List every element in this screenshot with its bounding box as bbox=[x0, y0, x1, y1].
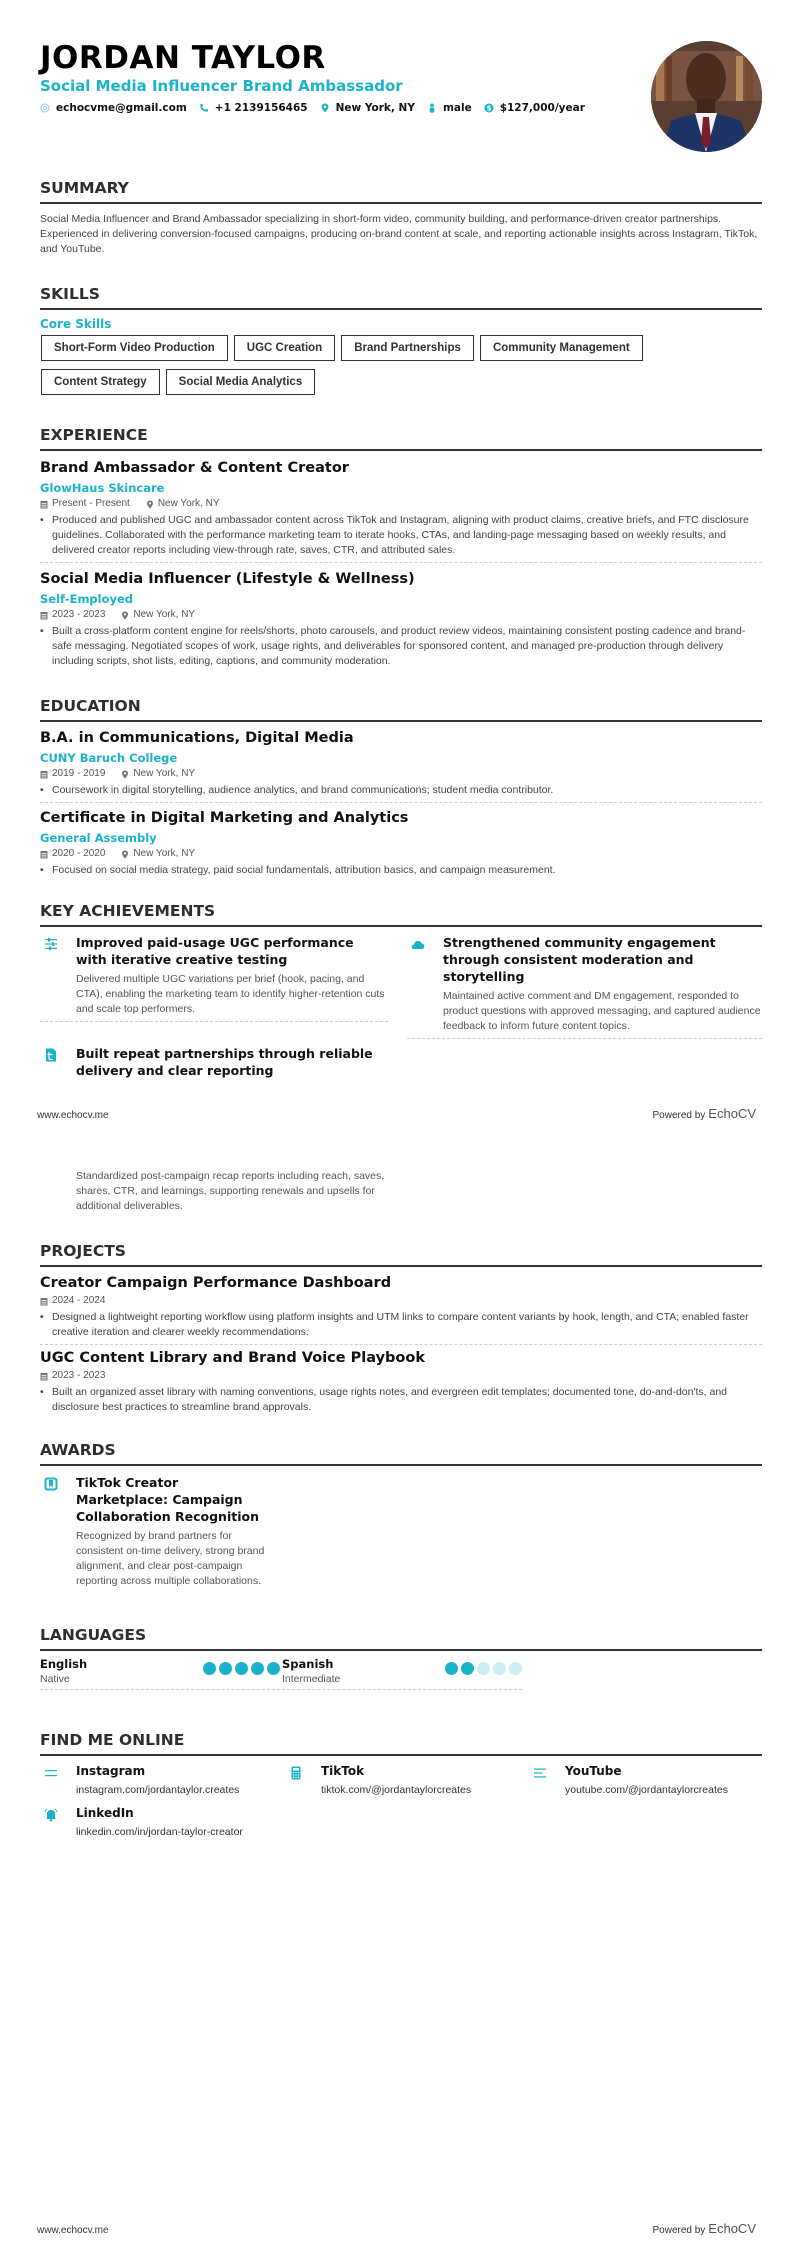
online-profile-tiktok[interactable] bbox=[285, 1763, 525, 1797]
achievement-title: Strengthened community engagement through consistent moderation and storytelling bbox=[443, 935, 716, 984]
company-name: Self-Employed bbox=[40, 592, 134, 606]
bullet-marker: • bbox=[40, 1311, 44, 1323]
entry-dates: 2024 - 2024 bbox=[52, 1295, 106, 1306]
location-pin-icon bbox=[121, 611, 129, 620]
achievement-title: Built repeat partnerships through reliable delivery and clear reporting bbox=[76, 1046, 373, 1078]
calendar-icon bbox=[40, 770, 48, 779]
project-name: UGC Content Library and Brand Voice Playbook bbox=[40, 1350, 425, 1366]
brand-name[interactable]: EchoCV bbox=[708, 2221, 756, 2236]
contact-salary bbox=[484, 102, 585, 114]
rating-dot-empty bbox=[509, 1662, 522, 1675]
footer-powered-by bbox=[652, 1106, 756, 1121]
online-profile-linkedin[interactable] bbox=[40, 1805, 280, 1839]
powered-by-label: Powered by bbox=[652, 2225, 706, 2236]
person-icon bbox=[427, 103, 437, 113]
skills-subtitle: Core Skills bbox=[40, 317, 112, 331]
entry-bullet: Built a cross-platform content engine for reels/shorts, photo carousels, and product review videos, maintaining consistent posting cadence and brand-safe messaging. Negotiated scopes of work, usage rights, and deliverables for sponsored content, and managed pre-production through delivery including scripts, shot lists, editing, captions, and community moderation. bbox=[52, 625, 746, 667]
award-desc: Recognized by brand partners for consistent on-time delivery, strong brand alignment, and clear post-campaign reporting across multiple collaborations. bbox=[76, 1530, 265, 1587]
contact-email-text: echocvme@gmail.com bbox=[56, 102, 187, 114]
achievement-title: Improved paid-usage UGC performance with iterative creative testing bbox=[76, 935, 354, 967]
contact-row bbox=[40, 100, 585, 116]
bell-icon bbox=[44, 1808, 58, 1822]
bookmark-icon bbox=[44, 1477, 58, 1491]
entry-meta bbox=[40, 847, 762, 861]
job-title: Social Media Influencer (Lifestyle & Wellness) bbox=[40, 571, 415, 587]
entry-dates: Present - Present bbox=[52, 498, 130, 509]
calendar-icon bbox=[40, 1372, 48, 1381]
online-url[interactable]: linkedin.com/in/jordan-taylor-creator bbox=[76, 1826, 243, 1838]
calculator-icon bbox=[289, 1766, 303, 1780]
rating-dot-filled bbox=[235, 1662, 248, 1675]
online-name: TikTok bbox=[321, 1764, 365, 1778]
cloud-icon bbox=[411, 937, 425, 951]
section-title-skills: SKILLS bbox=[40, 284, 762, 310]
rating-dot-filled bbox=[461, 1662, 474, 1675]
skill-chip: Brand Partnerships bbox=[341, 335, 474, 361]
entry-dates: 2023 - 2023 bbox=[52, 1370, 106, 1381]
entry-dates: 2023 - 2023 bbox=[52, 609, 106, 620]
profile-photo-illustration bbox=[651, 41, 762, 152]
degree-title: Certificate in Digital Marketing and Analytics bbox=[40, 810, 409, 826]
entry-bullet: Coursework in digital storytelling, audience analytics, and brand communications; student media contributor. bbox=[52, 784, 554, 796]
menu-lines-icon bbox=[44, 1766, 58, 1780]
skill-chip: Social Media Analytics bbox=[166, 369, 316, 395]
achievement-item bbox=[407, 934, 762, 1039]
calendar-icon bbox=[40, 611, 48, 620]
contact-gender-text: male bbox=[442, 102, 472, 114]
contact-salary-text: $127,000/year bbox=[499, 102, 585, 114]
rating-dot-filled bbox=[251, 1662, 264, 1675]
location-pin-icon bbox=[121, 850, 129, 859]
experience-entry bbox=[40, 569, 762, 669]
skill-chip: UGC Creation bbox=[234, 335, 335, 361]
online-url[interactable]: instagram.com/jordantaylor.creates bbox=[76, 1784, 240, 1796]
online-url[interactable]: youtube.com/@jordantaylorcreates bbox=[565, 1784, 728, 1796]
entry-meta bbox=[40, 1294, 762, 1308]
award-item bbox=[40, 1474, 270, 1589]
achievement-desc: Maintained active comment and DM engagement, responded to product questions with approved messaging, and captured audience feedback to inform future content topics. bbox=[443, 990, 761, 1032]
entry-dates: 2020 - 2020 bbox=[52, 848, 106, 859]
section-title-experience: EXPERIENCE bbox=[40, 425, 762, 451]
contact-location-text: New York, NY bbox=[335, 102, 415, 114]
achievement-desc: Delivered multiple UGC variations per brief (hook, pacing, and CTA), enabling the marketing team to identify higher-retention cuts and scale top performers. bbox=[76, 973, 385, 1015]
rating-dot-empty bbox=[477, 1662, 490, 1675]
achievement-item-continued bbox=[40, 1169, 388, 1214]
section-title-achievements: KEY ACHIEVEMENTS bbox=[40, 901, 762, 927]
phone-icon bbox=[199, 103, 209, 113]
footer-site-link[interactable]: www.echocv.me bbox=[37, 2225, 109, 2236]
entry-bullet: Built an organized asset library with naming conventions, usage rights notes, and evergreen edit templates; documented tone, do-and-don'ts, and disclosure best practices to streamline brand approvals. bbox=[52, 1386, 727, 1413]
language-level: Native bbox=[40, 1673, 70, 1685]
rating-dot-filled bbox=[267, 1662, 280, 1675]
dollar-icon bbox=[484, 103, 494, 113]
experience-entry bbox=[40, 458, 762, 563]
school-name: CUNY Baruch College bbox=[40, 751, 178, 765]
section-title-online: FIND ME ONLINE bbox=[40, 1730, 762, 1756]
achievement-item bbox=[40, 934, 388, 1022]
language-name: English bbox=[40, 1657, 88, 1671]
project-entry bbox=[40, 1273, 762, 1345]
achievement-item bbox=[40, 1045, 388, 1079]
entry-meta bbox=[40, 1369, 762, 1383]
degree-title: B.A. in Communications, Digital Media bbox=[40, 730, 354, 746]
section-title-languages: LANGUAGES bbox=[40, 1625, 762, 1651]
rating-dot-filled bbox=[203, 1662, 216, 1675]
online-url[interactable]: tiktok.com/@jordantaylorcreates bbox=[321, 1784, 472, 1796]
summary-text: Social Media Influencer and Brand Ambassador specializing in short-form video, community building, and performance-driven creator partnerships. Experienced in delivering conversion-focused campaigns, producing on-brand content at scale, and reporting actionable insights across Instagram, TikTok, and YouTube. bbox=[40, 213, 758, 255]
bullet-marker: • bbox=[40, 1386, 44, 1398]
entry-dates: 2019 - 2019 bbox=[52, 768, 106, 779]
sliders-icon bbox=[44, 937, 58, 951]
entry-meta bbox=[40, 767, 762, 781]
online-name: Instagram bbox=[76, 1764, 146, 1778]
entry-meta bbox=[40, 608, 762, 622]
svg-text:$: $ bbox=[486, 104, 492, 113]
align-left-icon bbox=[533, 1766, 547, 1780]
contact-location bbox=[320, 102, 415, 114]
location-pin-icon bbox=[320, 103, 330, 113]
language-rating bbox=[445, 1662, 522, 1675]
job-title: Brand Ambassador & Content Creator bbox=[40, 460, 349, 476]
entry-location: New York, NY bbox=[133, 848, 196, 859]
entry-bullet: Designed a lightweight reporting workflow using platform insights and UTM links to compare content variants by hook, length, and CTA; enabled faster creative iteration and clearer weekly recommendations. bbox=[52, 1311, 749, 1338]
footer-site-link[interactable]: www.echocv.me bbox=[37, 1110, 109, 1121]
language-name: Spanish bbox=[282, 1657, 334, 1671]
contact-phone[interactable] bbox=[199, 102, 308, 114]
language-item bbox=[40, 1657, 280, 1690]
entry-location: New York, NY bbox=[133, 609, 196, 620]
skills-list bbox=[41, 335, 741, 395]
entry-bullet: Produced and published UGC and ambassador content across TikTok and Instagram, aligning with product claims, creative briefs, and FTC disclosure guidelines. Collaborated with the performance marketing team to iterate hooks, CTAs, and landing-page messaging based on weekly results, and delivered creator reports including view-through rate, saves, CTR, and attributed sales. bbox=[52, 514, 749, 556]
school-name: General Assembly bbox=[40, 831, 157, 845]
contact-gender bbox=[427, 102, 472, 114]
bullet-marker: • bbox=[40, 784, 44, 796]
calendar-icon bbox=[40, 500, 48, 509]
online-name: YouTube bbox=[565, 1764, 622, 1778]
footer-powered-by bbox=[652, 2221, 756, 2236]
language-level: Intermediate bbox=[282, 1673, 341, 1685]
profile-photo bbox=[651, 41, 762, 152]
powered-by-label: Powered by bbox=[652, 1110, 706, 1121]
calendar-icon bbox=[40, 850, 48, 859]
online-profile-instagram[interactable] bbox=[40, 1763, 280, 1797]
company-name: GlowHaus Skincare bbox=[40, 481, 165, 495]
contact-phone-text: +1 2139156465 bbox=[214, 102, 308, 114]
headline: Social Media Influencer Brand Ambassador bbox=[40, 77, 403, 95]
entry-location: New York, NY bbox=[157, 498, 220, 509]
rating-dot-filled bbox=[219, 1662, 232, 1675]
skill-chip: Content Strategy bbox=[41, 369, 160, 395]
education-entry bbox=[40, 728, 762, 803]
language-rating bbox=[203, 1662, 280, 1675]
section-title-summary: SUMMARY bbox=[40, 178, 762, 204]
contact-email[interactable] bbox=[40, 102, 187, 114]
location-pin-icon bbox=[146, 500, 154, 509]
entry-location: New York, NY bbox=[133, 768, 196, 779]
language-item bbox=[282, 1657, 522, 1690]
online-name: LinkedIn bbox=[76, 1806, 134, 1820]
section-title-awards: AWARDS bbox=[40, 1440, 762, 1466]
project-entry bbox=[40, 1348, 762, 1415]
project-name: Creator Campaign Performance Dashboard bbox=[40, 1275, 392, 1291]
document-icon bbox=[44, 1048, 58, 1062]
entry-meta bbox=[40, 497, 762, 511]
brand-name[interactable]: EchoCV bbox=[708, 1106, 756, 1121]
section-title-projects: PROJECTS bbox=[40, 1241, 762, 1267]
award-title: TikTok Creator Marketplace: Campaign Collaboration Recognition bbox=[76, 1475, 259, 1524]
bullet-marker: • bbox=[40, 864, 44, 876]
section-title-education: EDUCATION bbox=[40, 696, 762, 722]
location-pin-icon bbox=[121, 770, 129, 779]
bullet-marker: • bbox=[40, 625, 44, 637]
skill-chip: Short-Form Video Production bbox=[41, 335, 228, 361]
calendar-icon bbox=[40, 1297, 48, 1306]
skill-chip: Community Management bbox=[480, 335, 643, 361]
education-entry bbox=[40, 808, 762, 878]
online-profile-youtube[interactable] bbox=[529, 1763, 769, 1797]
achievement-desc: Standardized post-campaign recap reports including reach, saves, shares, CTR, and learnings, supporting renewals and upsells for additional deliverables. bbox=[76, 1170, 385, 1212]
rating-dot-empty bbox=[493, 1662, 506, 1675]
at-icon bbox=[40, 103, 50, 113]
bullet-marker: • bbox=[40, 514, 44, 526]
entry-bullet: Focused on social media strategy, paid social fundamentals, attribution basics, and campaign measurement. bbox=[52, 864, 556, 876]
rating-dot-filled bbox=[445, 1662, 458, 1675]
candidate-name: JORDAN TAYLOR bbox=[40, 40, 326, 76]
